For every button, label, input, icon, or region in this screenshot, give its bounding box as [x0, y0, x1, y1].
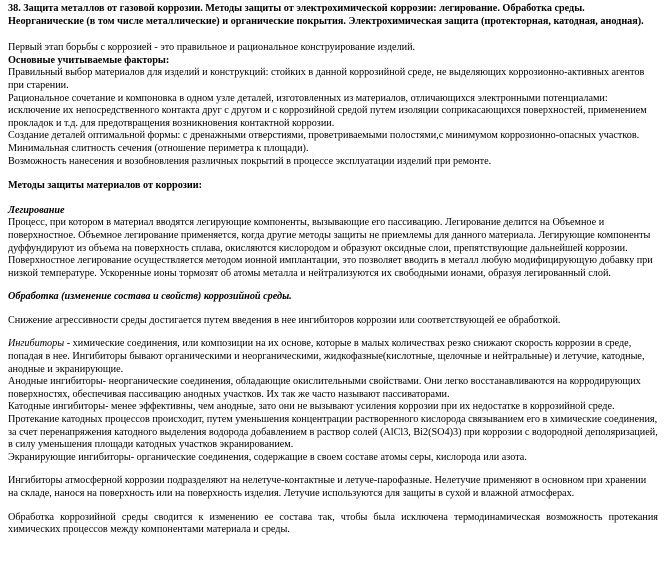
factors-heading: Основные учитываемые факторы: — [8, 54, 170, 66]
alloying-heading: Легирование — [8, 204, 65, 216]
methods-heading: Методы защиты материалов от коррозии: — [8, 180, 203, 192]
atmospheric-inhibitors-paragraph: Ингибиторы атмосферной коррозии подразделяют на нелетуче-контактные и летуче-парофазные. Нелетучие применяют в основном при хранении на складе, нанося на поверхность или на поверхность изделия. Летучие используются для защиты в сухой и влажной атмосферах. — [8, 475, 647, 499]
cathodic-inhibitors-paragraph: Катодные ингибиторы- менее эффективны, чем анодные, зато они не вызывают усиления коррозии при их недостатке в коррозийной среде. Протекание катодных процессов происходит, путем уменьшения концентрации растворенного кислорода связыванием его в химические соединения, за счет перенапряжения катодного выделения водорода добавлением в раствор солей (AlCl3, Bi2(SO4)3) при коррозии с водородной деполяризацией, в силу уменьшения площади катодных участков экранированием. — [8, 401, 658, 451]
treatment-paragraph: Снижение агрессивности среды достигается путем введения в нее ингибиторов коррозии или соответствующей ее обработкой. — [8, 314, 561, 326]
factor-item: Минимальная слитность сечения (отношение периметра к площади). — [8, 142, 309, 154]
factor-item: Создание деталей оптимальной формы: с дренажными отверстиями, проветриваемыми полостями,с минимумом коррозионно-опасных участков. — [8, 130, 640, 142]
treatment-heading: Обработка (изменение состава и свойств) коррозийной среды. — [8, 291, 292, 303]
inhibitors-term: Ингибиторы — [8, 338, 65, 350]
surface-alloying-paragraph: Поверхностное легирование осуществляется методом ионной имплантации, это позволяет вводить в металл любую модифицирующую добавку при низкой температуре. Ускоренные ионы тормозят об атомы металла и нейтрализуются их свободными ионами, образуя легированный слой. — [8, 255, 653, 279]
page-title: 38. Защита металлов от газовой коррозии. Методы защиты от электрохимической коррозии: легирование. Обработка среды. Неорганические (в том числе металлические) и органические покрытия. Электрохимическая защита (протекторная, катодная, анодная). — [8, 3, 644, 27]
factor-item: Рациональное сочетание и компоновка в одном узле деталей, изготовленных из материалов, отличающихся электронными потенциалами: исключение их непосредственного контакта друг с другом и с коррозийной средой путем изоляции соприкасающихся поверхностей, применением прокладок и т.д. для предотвращения возникновения контактной коррозии. — [8, 92, 647, 129]
anodic-inhibitors-paragraph: Анодные ингибиторы- неорганические соединения, обладающие окислительными свойствами. Они легко восстанавливаются на корродирующих поверхностях, обеспечивая пассивацию анодных участков. Их так же часто называют пассиваторами. — [8, 376, 641, 400]
inhibitors-paragraph — [8, 338, 658, 376]
screening-inhibitors-paragraph: Экранирующие ингибиторы- органические соединения, содержащие в своем составе атомы серы, кислорода или азота. — [8, 451, 527, 463]
intro-paragraph: Первый этап борьбы с коррозией - это правильное и рациональное конструирование изделий. — [8, 42, 416, 54]
alloying-paragraph: Процесс, при котором в материал вводятся легирующие компоненты, вызывающие его пассивацию. Легирование делится на Объемное и поверхностное. Объемное легирование применяется, когда другие методы защиты не приемлемы для данного материала. Легирующие компоненты дуффундируют из объема на поверхность сплава, окисляются кислородом и образуют оксидные слои, препятствующие дальнейшей коррозии. — [8, 217, 651, 254]
inhibitors-text: - химические соединения, или композиции на их основе, которые в малых количествах резко снижают скорость коррозии в среде, попадая в нее. Ингибиторы бывают органическими и неорганическими, жидкофазные(кислотные, щелочные и нейтральные) и летучие, катодные, анодные и экранирующие. — [8, 338, 645, 375]
factor-item: Возможность нанесения и возобновления различных покрытий в процессе эксплуатации изделий при ремонте. — [8, 155, 492, 167]
factor-item: Правильный выбор материалов для изделий и конструкций: стойких в данной коррозийной среде, не выделяющих коррозионно-активных агентов при старении. — [8, 67, 645, 91]
final-paragraph: Обработка коррозийной среды сводится к изменению ее состава так, чтобы была исключена термодинамическая возможность протекания химических процессов между компонентами материала и среды. — [8, 511, 658, 536]
